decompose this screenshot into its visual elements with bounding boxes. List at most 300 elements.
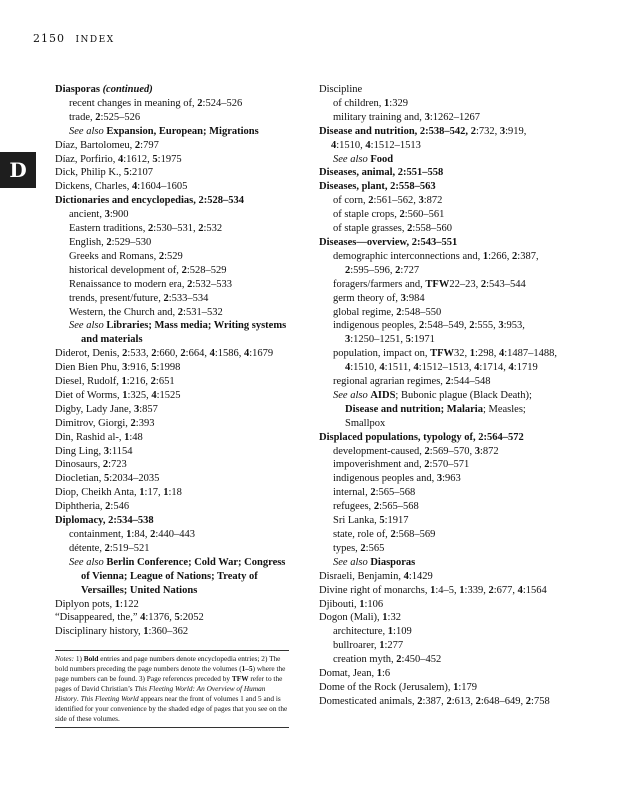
entry-text: See also	[333, 389, 371, 401]
entry-text: 2	[130, 417, 136, 429]
entry-text: :1612,	[123, 153, 153, 165]
entry-text: :109	[393, 626, 412, 638]
entry-text: 4	[474, 362, 480, 374]
entry-text: :1512–1513	[370, 139, 421, 151]
entry-text: Diseases—overview, 2:543–551	[319, 236, 458, 248]
index-entry	[319, 584, 559, 598]
index-subentry	[319, 389, 559, 431]
entry-text: :677,	[493, 584, 518, 596]
index-entry	[55, 180, 293, 194]
index-subentry	[319, 278, 559, 292]
index-subentry	[319, 514, 559, 528]
entry-text: development-caused,	[333, 445, 425, 457]
index-entry	[319, 431, 559, 445]
entry-text: :2052	[179, 612, 204, 624]
entry-text: global regime,	[333, 306, 397, 318]
index-entry	[55, 83, 293, 97]
index-subentry	[55, 556, 293, 598]
entry-text: 2	[134, 139, 141, 151]
entry-text: 2	[525, 695, 532, 707]
entry-text: :919,	[505, 125, 527, 137]
index-subentry	[319, 97, 559, 111]
entry-text: :1154	[108, 445, 133, 457]
entry-text: :531–532	[183, 306, 223, 318]
entry-text: See also	[69, 125, 107, 137]
entry-text: :179	[458, 681, 478, 693]
entry-text: Diplomacy, 2:534–538	[55, 515, 154, 527]
index-entry	[55, 500, 293, 514]
entry-text: 4	[118, 153, 124, 165]
entry-text: 4	[498, 348, 505, 360]
entry-text: :568–569	[395, 529, 436, 540]
entry-text: Diop, Cheikh Anta,	[55, 487, 140, 499]
entry-text: :548–549,	[424, 320, 470, 332]
section-label: INDEX	[75, 35, 115, 45]
entry-text: of corn,	[333, 195, 369, 207]
entry-text: 2	[150, 529, 156, 540]
entry-text: 5	[103, 473, 110, 485]
entry-text: 1	[143, 626, 149, 638]
notes-text: .	[76, 694, 81, 703]
entry-text: 2	[399, 209, 405, 221]
entry-text: 4	[365, 139, 371, 151]
index-entry	[55, 194, 293, 208]
entry-text: :1487–1488,	[504, 348, 558, 360]
entry-text: 2	[445, 376, 451, 388]
entry-text: 2	[407, 223, 413, 235]
entry-text: internal,	[333, 487, 371, 499]
entry-text: :339,	[464, 584, 489, 596]
entry-text: 4	[403, 570, 409, 582]
entry-text: 2	[390, 529, 396, 540]
entry-text: :857	[139, 403, 158, 415]
entry-text: See also	[333, 556, 371, 568]
entry-text: :900	[109, 209, 129, 221]
entry-text: :1971	[410, 334, 435, 346]
index-subentry	[319, 306, 559, 320]
entry-text: 2	[150, 376, 156, 388]
entry-text: ancient,	[69, 209, 105, 221]
index-subentry	[55, 222, 293, 236]
entry-text: :1564	[522, 584, 547, 596]
entry-text: 4	[131, 181, 138, 193]
entry-text: 1	[453, 681, 459, 693]
index-subentry	[319, 111, 559, 125]
notes-text: Bold	[83, 654, 99, 663]
entry-text: 2	[104, 542, 110, 554]
entry-text: :1510,	[350, 362, 380, 374]
entry-text: :530–531,	[153, 223, 199, 235]
entry-text: :613,	[451, 695, 476, 707]
index-entry	[319, 611, 559, 625]
entry-text: :277	[384, 640, 404, 652]
entry-text: :1917	[384, 515, 409, 527]
entry-text: 2	[151, 348, 157, 360]
entry-text: “Disappeared, the,”	[55, 612, 141, 624]
notes-text: 1)	[74, 654, 84, 663]
entry-text: :660,	[156, 348, 181, 360]
entry-text: Díaz, Bartolomeu,	[55, 139, 135, 151]
entry-text: :325,	[127, 389, 152, 401]
entry-text: ; Measles; Smallpox	[345, 403, 526, 429]
index-subentry	[319, 625, 559, 639]
entry-text: Diocletian,	[55, 473, 104, 485]
entry-text: Diasporas	[370, 556, 416, 568]
entry-text: 1	[359, 598, 365, 610]
entry-text: 2	[417, 695, 423, 707]
notes-text: This Fleeting World: An Overview of Human History	[55, 684, 266, 703]
entry-text: 1	[379, 640, 385, 652]
entry-text: See also	[333, 153, 371, 165]
index-entry	[55, 514, 293, 528]
entry-text: Eastern traditions,	[69, 223, 149, 235]
entry-text: :1679	[249, 348, 274, 360]
index-column-right	[319, 83, 559, 709]
index-subentry	[319, 250, 559, 278]
entry-text: Displaced populations, typology of, 2:564–572	[319, 431, 524, 443]
entry-text: :727	[400, 264, 420, 276]
index-entry	[55, 445, 293, 459]
entry-text: 2	[180, 348, 186, 360]
entry-text: 2	[198, 223, 204, 235]
entry-text: :106	[364, 598, 384, 610]
entry-text: 1	[384, 97, 390, 109]
entry-text: 3	[418, 195, 424, 207]
index-subentry	[319, 194, 559, 208]
entry-text: :529–530	[111, 236, 152, 248]
entry-text: 2	[370, 487, 376, 499]
index-entry	[55, 389, 293, 403]
entry-text: Dome of the Rock (Jerusalem),	[319, 681, 454, 693]
entry-text: :558–560	[412, 223, 452, 235]
index-subentry	[55, 125, 293, 139]
entry-text: :916,	[127, 362, 152, 374]
entry-text: Disciplinary history,	[55, 626, 144, 638]
entry-text: :2034–2035	[109, 473, 160, 485]
entry-text: 5	[379, 515, 385, 527]
index-subentry	[55, 250, 293, 264]
index-entry	[55, 153, 293, 167]
entry-text: :528–529	[186, 264, 227, 276]
index-subentry	[55, 264, 293, 278]
index-subentry	[319, 653, 559, 667]
entry-text: 1	[163, 487, 169, 499]
entry-text: 5	[174, 612, 180, 624]
entry-text: :266,	[488, 250, 513, 262]
entry-text: 2	[424, 445, 430, 457]
entry-text: 2	[177, 306, 184, 318]
entry-text: 3	[122, 362, 128, 374]
entry-text: :872	[423, 195, 443, 207]
entry-text: 2	[480, 278, 487, 290]
entry-text: 3	[103, 445, 109, 457]
entry-text: :529	[164, 250, 183, 262]
entry-text: 1	[459, 584, 465, 596]
entry-text: 2	[360, 542, 366, 554]
entry-text: :723	[108, 459, 127, 471]
entry-text: 5	[151, 362, 157, 374]
index-subentry	[319, 445, 559, 459]
entry-text: Djibouti,	[319, 598, 360, 610]
index-subentry	[55, 97, 293, 111]
index-entry	[319, 598, 559, 612]
index-entry	[319, 236, 559, 250]
index-subentry	[55, 528, 293, 542]
entry-text: 2	[396, 654, 402, 666]
entry-text: Díaz, Porfirio,	[55, 153, 118, 165]
entry-text: 1	[124, 431, 130, 443]
entry-text: 1	[126, 529, 132, 540]
entry-text: 3	[498, 320, 504, 332]
letter-tab: D	[0, 152, 36, 188]
entry-text: 2	[396, 306, 402, 318]
entry-text: bullroarer,	[333, 640, 380, 652]
entry-text: 4	[244, 348, 250, 360]
entry-text: :570–571	[429, 459, 470, 471]
entry-text: 3	[499, 125, 506, 137]
entry-text: 2	[95, 111, 101, 123]
entry-text: :797	[140, 139, 159, 151]
entry-text: Food	[370, 153, 394, 165]
entry-text: 3	[400, 292, 406, 304]
entry-text: :595–596,	[350, 264, 396, 276]
entry-text: 2	[469, 320, 475, 332]
entry-text: See also	[69, 556, 107, 568]
index-subentry	[319, 458, 559, 472]
entry-text: Dickens, Charles,	[55, 181, 132, 193]
entry-text: Diet of Worms,	[55, 389, 123, 401]
entry-text: :532–533	[192, 278, 233, 290]
entry-text: Din, Rashid al-,	[55, 431, 125, 443]
notes-text: 1–5	[241, 664, 253, 673]
entry-text: 2	[424, 459, 430, 471]
index-entry	[319, 83, 559, 97]
notes-text: Notes:	[55, 654, 75, 663]
entry-text: détente,	[69, 542, 105, 554]
entry-text: Diesel, Rudolf,	[55, 376, 122, 388]
index-subentry	[55, 111, 293, 125]
index-entry	[319, 667, 559, 681]
entry-text: 4	[413, 362, 419, 374]
entry-text: 4	[517, 584, 523, 596]
index-subentry	[319, 500, 559, 514]
entry-text: 1	[376, 668, 382, 680]
entry-text: Expansion, European; Migrations	[106, 125, 259, 137]
entry-text: 2	[470, 125, 476, 137]
entry-text: germ theory of,	[333, 292, 401, 304]
entry-text: types,	[333, 542, 361, 554]
entry-text: military training and,	[333, 111, 425, 123]
entry-text: :1512–1513,	[418, 362, 475, 374]
entry-text: 1	[122, 389, 128, 401]
entry-text: recent changes in meaning of,	[69, 97, 198, 109]
entry-text: 4	[209, 348, 215, 360]
entry-text: trends, present/future,	[69, 292, 164, 304]
entry-text: 1	[382, 612, 388, 624]
entry-text: :555,	[474, 320, 499, 332]
entry-text: 3	[436, 473, 443, 485]
entry-text: :524–526	[202, 97, 243, 109]
entry-text: 2	[475, 695, 481, 707]
entry-text: 2	[122, 348, 128, 360]
index-entry	[55, 139, 293, 153]
index-subentry	[319, 528, 559, 542]
entry-text: :519–521	[109, 542, 150, 554]
index-subentry	[319, 375, 559, 389]
entry-text: :216,	[126, 376, 151, 388]
entry-text: 1	[387, 626, 394, 638]
entry-text: Diseases, animal, 2:551–558	[319, 167, 444, 179]
entry-text: :532	[203, 223, 223, 235]
index-entry	[55, 375, 293, 389]
entry-text: indigenous peoples,	[333, 320, 420, 332]
entry-text: 1	[469, 348, 476, 360]
entry-text: :329	[389, 97, 408, 109]
entry-text: :758	[531, 695, 550, 707]
entry-text: Disease and nutrition, 2:538–542,	[319, 125, 471, 137]
index-subentry	[55, 542, 293, 556]
index-entry	[55, 431, 293, 445]
entry-text: 4	[345, 362, 351, 374]
notes-text: This Fleeting World	[80, 694, 139, 703]
entry-text: :1510,	[336, 139, 366, 151]
entry-text: :984	[405, 292, 425, 304]
index-entry	[319, 695, 559, 709]
index-subentry	[319, 208, 559, 222]
entry-text: 2	[446, 695, 452, 707]
entry-text: 4	[331, 139, 337, 151]
entry-text: Domesticated animals,	[319, 695, 418, 707]
entry-text: Dogon (Mali),	[319, 612, 383, 624]
entry-text: :651	[155, 376, 175, 388]
entry-text: 4	[140, 612, 146, 624]
entry-text: :1262–1267	[429, 111, 480, 123]
entry-text: 32,	[454, 348, 470, 360]
entry-text: 2	[158, 250, 165, 262]
entry-text: Libraries; Mass media; Writing systems and materials	[81, 320, 287, 346]
entry-text: Ding Ling,	[55, 445, 104, 457]
entry-text: :543–544	[486, 278, 526, 290]
entry-text: 3	[424, 111, 430, 123]
entry-text: :664,	[185, 348, 210, 360]
notes-text: TFW	[231, 674, 249, 683]
entry-text: demographic interconnections and,	[333, 250, 483, 262]
entry-text: :440–443	[155, 529, 195, 540]
entry-text: Dien Bien Phu,	[55, 362, 123, 374]
index-subentry	[319, 292, 559, 306]
entry-text: Diplyon pots,	[55, 598, 115, 610]
index-entry	[55, 347, 293, 361]
entry-text: :1250–1251,	[350, 334, 406, 346]
entry-text: 2	[373, 501, 380, 513]
entry-text: AIDS	[370, 389, 396, 401]
entry-text: 1	[430, 584, 436, 596]
index-entry	[319, 180, 559, 194]
entry-text: :32	[387, 612, 401, 624]
entry-text: 2	[512, 250, 518, 262]
notes-text: entries and page numbers denote encyclopedia entries; 2) The bold numbers preceding the page numbers denote the volumes (	[55, 654, 281, 673]
index-subentry	[319, 153, 559, 167]
entry-text: TFW	[430, 348, 455, 360]
index-subentry	[319, 542, 559, 556]
entry-text: of staple crops,	[333, 209, 400, 221]
entry-text: Dick, Philip K.,	[55, 167, 124, 179]
entry-text: :1975	[157, 153, 182, 165]
entry-text: 1	[121, 376, 127, 388]
entry-text: Dimitrov, Giorgi,	[55, 417, 131, 429]
entry-text: 1	[139, 487, 145, 499]
entry-text: foragers/farmers and,	[333, 278, 426, 290]
entry-text: :872	[479, 445, 499, 457]
entry-text: 3	[474, 445, 480, 457]
entry-text: 2	[163, 292, 169, 304]
index-entry	[55, 458, 293, 472]
entry-text: Disease and nutrition; Malaria	[345, 403, 483, 415]
index-entry	[55, 361, 293, 375]
index-entry	[55, 166, 293, 180]
entry-text: 2	[181, 264, 187, 276]
index-column-left	[55, 83, 293, 639]
entry-text: 22–23,	[449, 278, 481, 290]
index-subentry	[55, 319, 293, 347]
entry-text: 2	[106, 236, 112, 248]
entry-text: indigenous peoples and,	[333, 473, 437, 485]
entry-text: Renaissance to modern era,	[69, 278, 188, 290]
entry-text: :122	[120, 598, 139, 610]
entry-text: See also	[69, 320, 107, 332]
entry-text: :450–452	[401, 654, 442, 666]
entry-text: ; Bubonic plague (Black Death);	[395, 389, 532, 401]
index-entry	[319, 570, 559, 584]
notes-text: refer to the pages of David Christian’s	[55, 674, 283, 693]
entry-text: containment,	[69, 529, 127, 540]
entry-text: Western, the Church and,	[69, 306, 178, 318]
entry-text: 1	[114, 598, 121, 610]
entry-text: Diphtheria,	[55, 501, 106, 513]
running-header	[33, 32, 115, 45]
entry-text: of children,	[333, 97, 385, 109]
entry-text: :560–561	[404, 209, 445, 221]
index-subentry	[55, 306, 293, 320]
entry-text: :565–568	[375, 487, 416, 499]
notes-text: ) where the page numbers can be found. 3) Page references preceded by	[55, 664, 286, 683]
entry-text: :525–526	[100, 111, 141, 123]
index-subentry	[319, 639, 559, 653]
entry-text: :565–568	[379, 501, 419, 513]
index-entry	[55, 417, 293, 431]
entry-text: :953,	[503, 320, 525, 332]
index-subentry	[55, 208, 293, 222]
entry-text: 2	[148, 223, 154, 235]
entry-text: Domat, Jean,	[319, 668, 377, 680]
entry-text: :298,	[475, 348, 499, 360]
entry-text: :18	[168, 487, 182, 499]
entry-text: :17,	[144, 487, 164, 499]
entry-text: TFW	[425, 278, 450, 290]
notes-box	[55, 650, 289, 728]
index-entry	[55, 611, 293, 625]
index-entry	[319, 125, 559, 153]
entry-text: :6	[382, 668, 391, 680]
entry-text: :4–5,	[435, 584, 460, 596]
entry-text: :1586,	[214, 348, 245, 360]
entry-text: Disraeli, Benjamin,	[319, 570, 404, 582]
entry-text: state, role of,	[333, 529, 391, 540]
entry-text: Diderot, Denis,	[55, 348, 123, 360]
entry-text: 2	[368, 195, 374, 207]
entry-text: (continued)	[102, 84, 153, 95]
entry-text: impoverishment and,	[333, 459, 425, 471]
